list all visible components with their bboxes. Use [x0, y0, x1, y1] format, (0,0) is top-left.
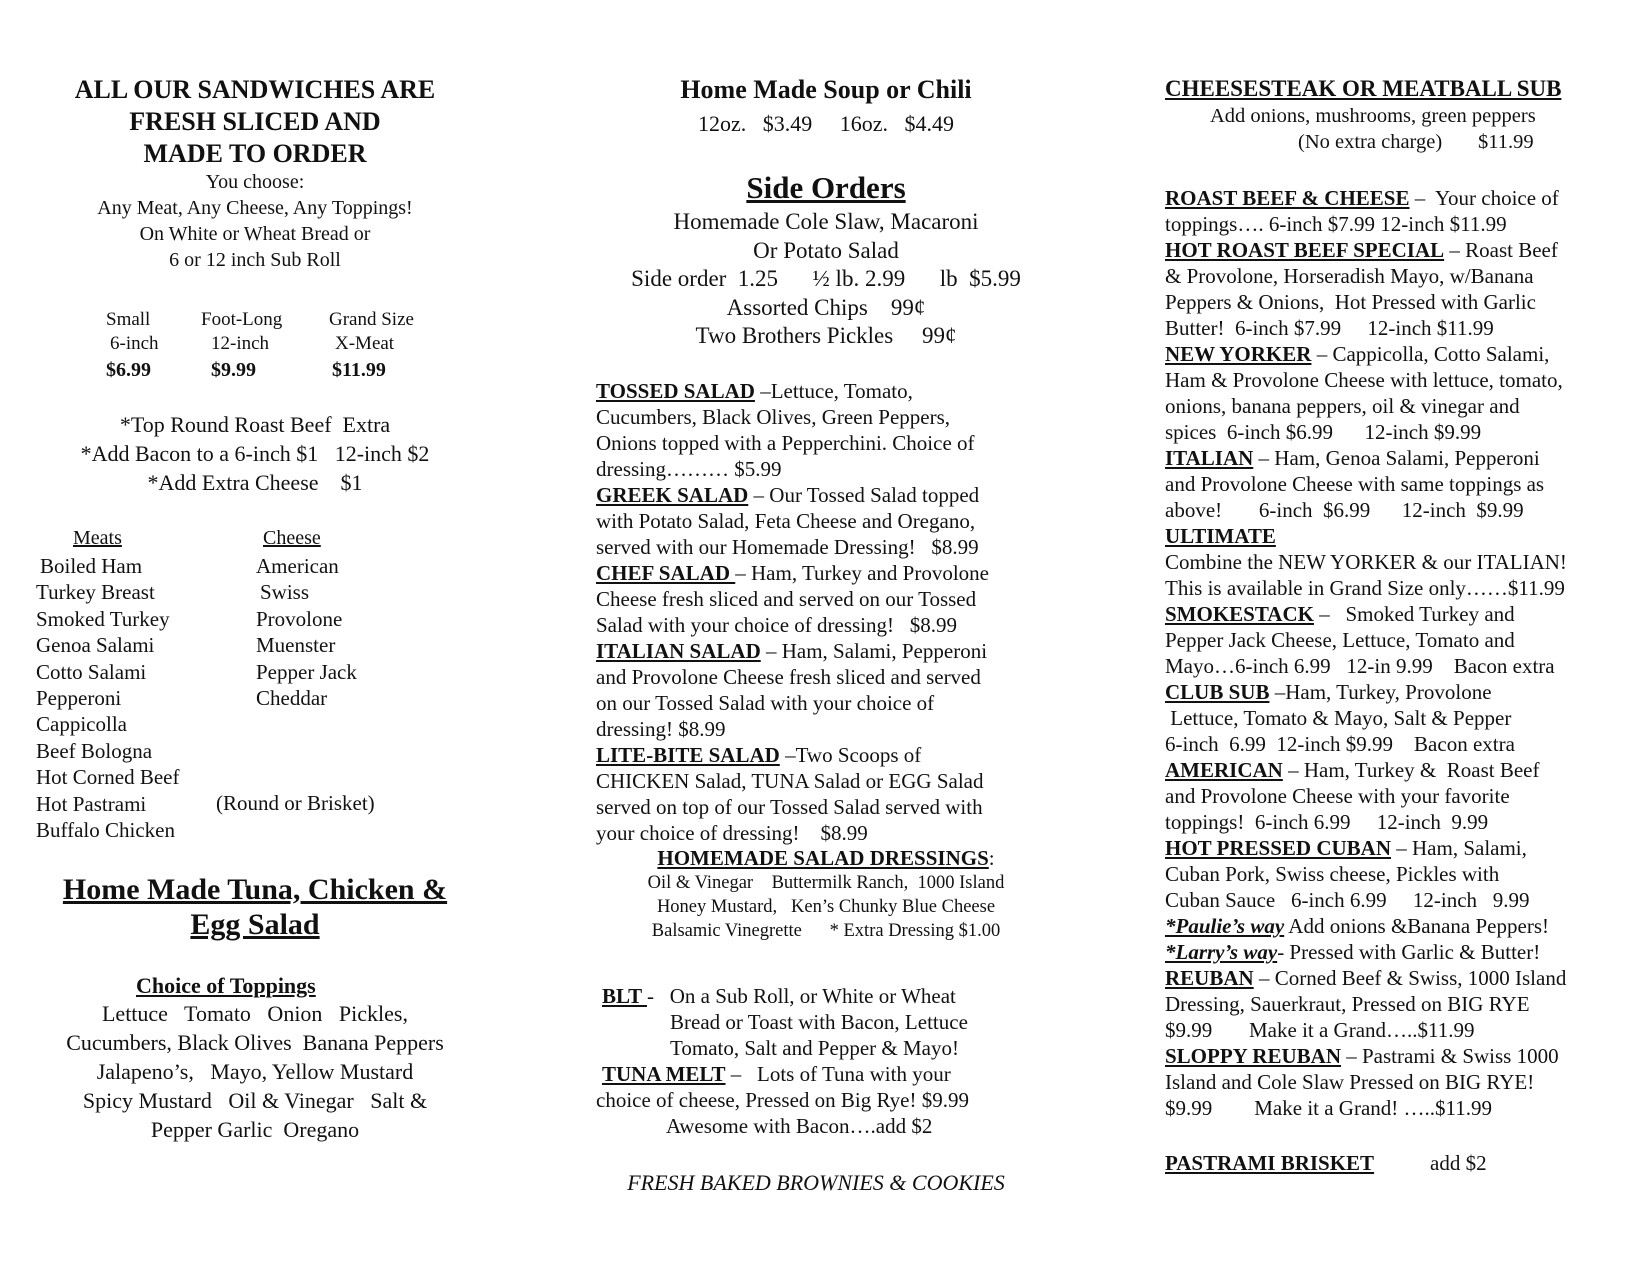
lite-bite-salad — [596, 742, 921, 768]
desc-line: This is available in Grand Size only……$11.99 — [1165, 576, 1565, 600]
larrys-way — [1165, 939, 1540, 965]
desc-line: with Potato Salad, Feta Cheese and Oregano, — [596, 509, 976, 533]
size-desc: X-Meat — [335, 333, 395, 354]
desc-line: (No extra charge) $11.99 — [1298, 131, 1534, 153]
desc-line: Cheese fresh sliced and served on our Tossed — [596, 587, 977, 611]
item-desc: – Ham, Salami, Pepperoni — [760, 639, 988, 663]
item-desc: – Lots of Tuna with your — [725, 1062, 951, 1086]
smokestack — [1165, 601, 1515, 627]
desc-line: Island and Cole Slaw Pressed on BIG RYE! — [1165, 1070, 1535, 1094]
intro-line: On White or Wheat Bread or — [139, 223, 371, 245]
salad-title — [30, 872, 480, 942]
intro-text — [30, 169, 480, 273]
extra-line: *Top Round Roast Beef Extra — [119, 412, 391, 437]
size-price: $9.99 — [211, 359, 256, 381]
hot-pressed-cuban — [1165, 835, 1527, 861]
meat-item: Buffalo Chicken — [36, 818, 176, 843]
desc-line: Pepper Jack Cheese, Lettuce, Tomato and — [1165, 628, 1515, 652]
item-name: TOSSED SALAD — [596, 379, 755, 403]
toppings-line: Cucumbers, Black Olives Banana Peppers — [66, 1030, 444, 1055]
meat-item: Beef Bologna — [36, 738, 153, 763]
item-name: HOT PRESSED CUBAN — [1165, 836, 1391, 860]
headline — [30, 74, 480, 170]
size-grand — [329, 308, 414, 382]
headline-line: MADE TO ORDER — [143, 139, 367, 168]
meat-item: Turkey Breast — [36, 580, 155, 605]
desc-line: spices 6-inch $6.99 12-inch $9.99 — [1165, 420, 1482, 444]
item-name: NEW YORKER — [1165, 342, 1312, 366]
item-desc: – Pastrami & Swiss 1000 — [1341, 1044, 1559, 1068]
item-desc: – Smoked Turkey and — [1313, 602, 1515, 626]
pastrami-brisket-price: add $2 — [1430, 1151, 1487, 1175]
cheesesteak-title: CHEESESTEAK OR MEATBALL SUB — [1165, 76, 1562, 101]
desc-line: $9.99 Make it a Grand! …..$11.99 — [1165, 1096, 1492, 1120]
side-line: Two Brothers Pickles 99¢ — [695, 323, 957, 348]
side-line: Or Potato Salad — [753, 237, 899, 263]
desc-line: & Provolone, Horseradish Mayo, w/Banana — [1165, 264, 1534, 288]
side-line: Assorted Chips 99¢ — [726, 294, 926, 320]
meat-item: Genoa Salami — [36, 633, 155, 658]
item-desc: – Ham, Salami, — [1391, 836, 1527, 860]
item-name: *Larry’s way — [1165, 940, 1278, 964]
salad-title-line: Egg Salad — [190, 908, 320, 941]
italian-sub — [1165, 445, 1540, 471]
meat-item: Boiled Ham — [40, 554, 143, 578]
item-desc: –Lettuce, Tomato, — [754, 379, 913, 403]
dressing-line: Balsamic Vinegrette * Extra Dressing $1.00 — [651, 921, 1001, 941]
desc-line: Butter! 6-inch $7.99 12-inch $11.99 — [1165, 316, 1494, 340]
intro-line: You choose: — [205, 171, 305, 193]
desc-line: served on top of our Tossed Salad served with — [596, 795, 983, 819]
item-desc: - Pressed with Garlic & Butter! — [1277, 940, 1541, 964]
meats-header: Meats — [73, 527, 122, 549]
dressings-list — [596, 871, 1056, 943]
soup-prices: 12oz. $3.49 16oz. $4.49 — [697, 111, 955, 136]
headline-line: ALL OUR SANDWICHES ARE — [74, 75, 436, 104]
cheese-item: Provolone — [256, 606, 343, 631]
item-desc: – Cappicolla, Cotto Salami, — [1311, 342, 1550, 366]
desc-line: Onions topped with a Pepperchini. Choice of — [596, 431, 975, 455]
ultimate-name: ULTIMATE — [1165, 524, 1276, 548]
meats-list — [36, 553, 179, 843]
american-sub — [1165, 757, 1539, 783]
desc-line: Add onions, mushrooms, green peppers — [1210, 105, 1536, 127]
hot-roast-beef-special — [1165, 237, 1558, 263]
sloppy-reuban — [1165, 1043, 1559, 1069]
dressings-colon: : — [988, 846, 995, 870]
dressing-line: Honey Mustard, Ken’s Chunky Blue Cheese — [656, 897, 996, 917]
item-name: SLOPPY REUBAN — [1165, 1044, 1341, 1068]
desc-line: Tomato, Salt and Pepper & Mayo! — [670, 1036, 959, 1060]
desc-line: on our Tossed Salad with your choice of — [596, 691, 935, 715]
extra-line: *Add Extra Cheese $1 — [147, 470, 363, 495]
desc-line: choice of cheese, Pressed on Big Rye! $9.99 — [596, 1088, 969, 1112]
headline-line: FRESH SLICED AND — [129, 107, 381, 136]
paulies-way — [1165, 913, 1549, 939]
item-name: ITALIAN — [1165, 446, 1254, 470]
size-name: Grand Size — [329, 309, 414, 330]
desc-line: and Provolone Cheese with your favorite — [1165, 784, 1510, 808]
item-name: CLUB SUB — [1165, 680, 1270, 704]
dressings-title: HOMEMADE SALAD DRESSINGS — [657, 846, 989, 870]
item-name: CHEF SALAD — [596, 561, 736, 585]
toppings-line: Pepper Garlic Oregano — [150, 1117, 360, 1142]
italian-salad — [596, 638, 987, 664]
size-footlong — [201, 308, 282, 382]
desc-line: Combine the NEW YORKER & our ITALIAN! — [1165, 550, 1567, 574]
cheese-item: Cheddar — [256, 686, 328, 711]
desc-line: 6-inch 6.99 12-inch $9.99 Bacon extra — [1165, 732, 1515, 756]
tuna-melt — [602, 1061, 951, 1087]
item-name: LITE-BITE SALAD — [596, 743, 780, 767]
reuban — [1165, 965, 1566, 991]
chef-salad — [596, 560, 989, 586]
desc-line: Cuban Pork, Swiss cheese, Pickles with — [1165, 862, 1500, 886]
size-price: $6.99 — [106, 359, 151, 381]
meat-item: Hot Pastrami — [36, 791, 147, 816]
dressings-heading — [596, 846, 1056, 871]
item-name: ROAST BEEF & CHEESE — [1165, 186, 1410, 210]
desc-line: toppings…. 6-inch $7.99 12-inch $11.99 — [1165, 212, 1507, 236]
desc-line: above! 6-inch $6.99 12-inch $9.99 — [1165, 498, 1524, 522]
salad-title-line: Home Made Tuna, Chicken & — [62, 873, 448, 906]
item-desc: - On a Sub Roll, or White or Wheat — [646, 984, 956, 1008]
intro-line: 6 or 12 inch Sub Roll — [169, 249, 341, 271]
club-sub — [1165, 679, 1492, 705]
tossed-salad — [596, 378, 913, 404]
item-name: REUBAN — [1165, 966, 1254, 990]
item-desc: – Ham, Turkey & Roast Beef — [1282, 758, 1540, 782]
side-orders-title: Side Orders — [746, 170, 906, 205]
desc-line: Lettuce, Tomato & Mayo, Salt & Pepper — [1165, 706, 1512, 730]
side-line: Side order 1.25 ½ lb. 2.99 lb $5.99 — [631, 266, 1021, 291]
item-desc: – Your choice of — [1409, 186, 1559, 210]
desc-line: toppings! 6-inch 6.99 12-inch 9.99 — [1165, 810, 1489, 834]
toppings-title: Choice of Toppings — [136, 973, 316, 998]
new-yorker — [1165, 341, 1549, 367]
meat-item: Pepperoni — [36, 686, 122, 711]
toppings-line: Jalapeno’s, Mayo, Yellow Mustard — [96, 1059, 414, 1084]
item-name: ITALIAN SALAD — [596, 639, 761, 663]
desc-line: and Provolone Cheese with same toppings as — [1165, 472, 1545, 496]
size-small — [106, 308, 159, 382]
item-desc: Add onions &Banana Peppers! — [1284, 914, 1549, 938]
item-name: GREEK SALAD — [596, 483, 749, 507]
desc-line: served with our Homemade Dressing! $8.99 — [596, 535, 979, 559]
desc-line: dressing! $8.99 — [596, 717, 726, 741]
meat-item: Cotto Salami — [36, 659, 147, 684]
soup-title: Home Made Soup or Chili — [680, 75, 972, 104]
desc-line: CHICKEN Salad, TUNA Salad or EGG Salad — [596, 769, 984, 793]
desc-line: Peppers & Onions, Hot Pressed with Garlic — [1165, 290, 1536, 314]
desc-line: Bread or Toast with Bacon, Lettuce — [670, 1010, 968, 1034]
item-desc: –Ham, Turkey, Provolone — [1269, 680, 1492, 704]
blt — [602, 983, 956, 1009]
extras — [30, 410, 480, 497]
desc-line: Awesome with Bacon….add $2 — [666, 1114, 933, 1138]
size-name: Foot-Long — [201, 309, 283, 330]
cheese-item: Pepper Jack — [256, 659, 357, 684]
toppings-line: Spicy Mustard Oil & Vinegar Salt & — [82, 1088, 428, 1113]
meat-item: Smoked Turkey — [36, 606, 170, 631]
toppings-line: Lettuce Tomato Onion Pickles, — [101, 1001, 408, 1026]
cheese-item: Muenster — [256, 633, 336, 658]
size-name: Small — [106, 309, 151, 330]
desc-line: your choice of dressing! $8.99 — [596, 821, 868, 845]
footer-note: FRESH BAKED BROWNIES & COOKIES — [627, 1170, 1005, 1195]
extra-line: *Add Bacon to a 6-inch $1 12-inch $2 — [80, 441, 430, 466]
desc-line: Mayo…6-inch 6.99 12-in 9.99 Bacon extra — [1165, 654, 1555, 678]
side-line: Homemade Cole Slaw, Macaroni — [673, 209, 979, 234]
desc-line: Dressing, Sauerkraut, Pressed on BIG RYE — [1165, 992, 1530, 1016]
greek-salad — [596, 482, 979, 508]
item-name: HOT ROAST BEEF SPECIAL — [1165, 238, 1445, 262]
cheese-item: Swiss — [260, 580, 310, 605]
size-desc: 12-inch — [211, 333, 270, 354]
meat-item: Hot Corned Beef — [36, 765, 180, 790]
item-name: TUNA MELT — [602, 1062, 726, 1086]
side-orders-list — [596, 208, 1056, 351]
item-desc: –Two Scoops of — [779, 743, 922, 767]
item-name: SMOKESTACK — [1165, 602, 1314, 626]
dressing-line: Oil & Vinegar Buttermilk Ranch, 1000 Island — [647, 873, 1005, 893]
item-name: AMERICAN — [1165, 758, 1283, 782]
desc-line: Salad with your choice of dressing! $8.99 — [596, 613, 958, 637]
cheese-item: American — [256, 554, 339, 578]
pastrami-brisket-name: PASTRAMI BRISKET — [1165, 1151, 1375, 1175]
item-desc: – Ham, Genoa Salami, Pepperoni — [1253, 446, 1540, 470]
desc-line: Cucumbers, Black Olives, Green Peppers, — [596, 405, 950, 429]
desc-line: and Provolone Cheese fresh sliced and served — [596, 665, 981, 689]
desc-line: $9.99 Make it a Grand…..$11.99 — [1165, 1018, 1475, 1042]
desc-line: dressing……… $5.99 — [596, 457, 782, 481]
item-desc: – Corned Beef & Swiss, 1000 Island — [1253, 966, 1567, 990]
desc-line: Cuban Sauce 6-inch 6.99 12-inch 9.99 — [1165, 888, 1530, 912]
toppings-list — [30, 999, 480, 1144]
roast-beef-cheese — [1165, 185, 1559, 211]
cheese-header: Cheese — [263, 527, 321, 549]
item-name: BLT — [602, 984, 647, 1008]
size-price: $11.99 — [332, 359, 386, 381]
item-desc: – Our Tossed Salad topped — [748, 483, 980, 507]
intro-line: Any Meat, Any Cheese, Any Toppings! — [97, 197, 413, 219]
cheese-list — [256, 553, 357, 711]
meat-item: Cappicolla — [36, 712, 127, 737]
item-desc: – Roast Beef — [1444, 238, 1558, 262]
pastrami-note: (Round or Brisket) — [216, 791, 375, 815]
desc-line: onions, banana peppers, oil & vinegar and — [1165, 394, 1520, 418]
desc-line: Ham & Provolone Cheese with lettuce, tomato, — [1165, 368, 1563, 392]
size-desc: 6-inch — [110, 333, 159, 354]
item-desc: – Ham, Turkey and Provolone — [735, 561, 989, 585]
item-name: *Paulie’s way — [1165, 914, 1285, 938]
